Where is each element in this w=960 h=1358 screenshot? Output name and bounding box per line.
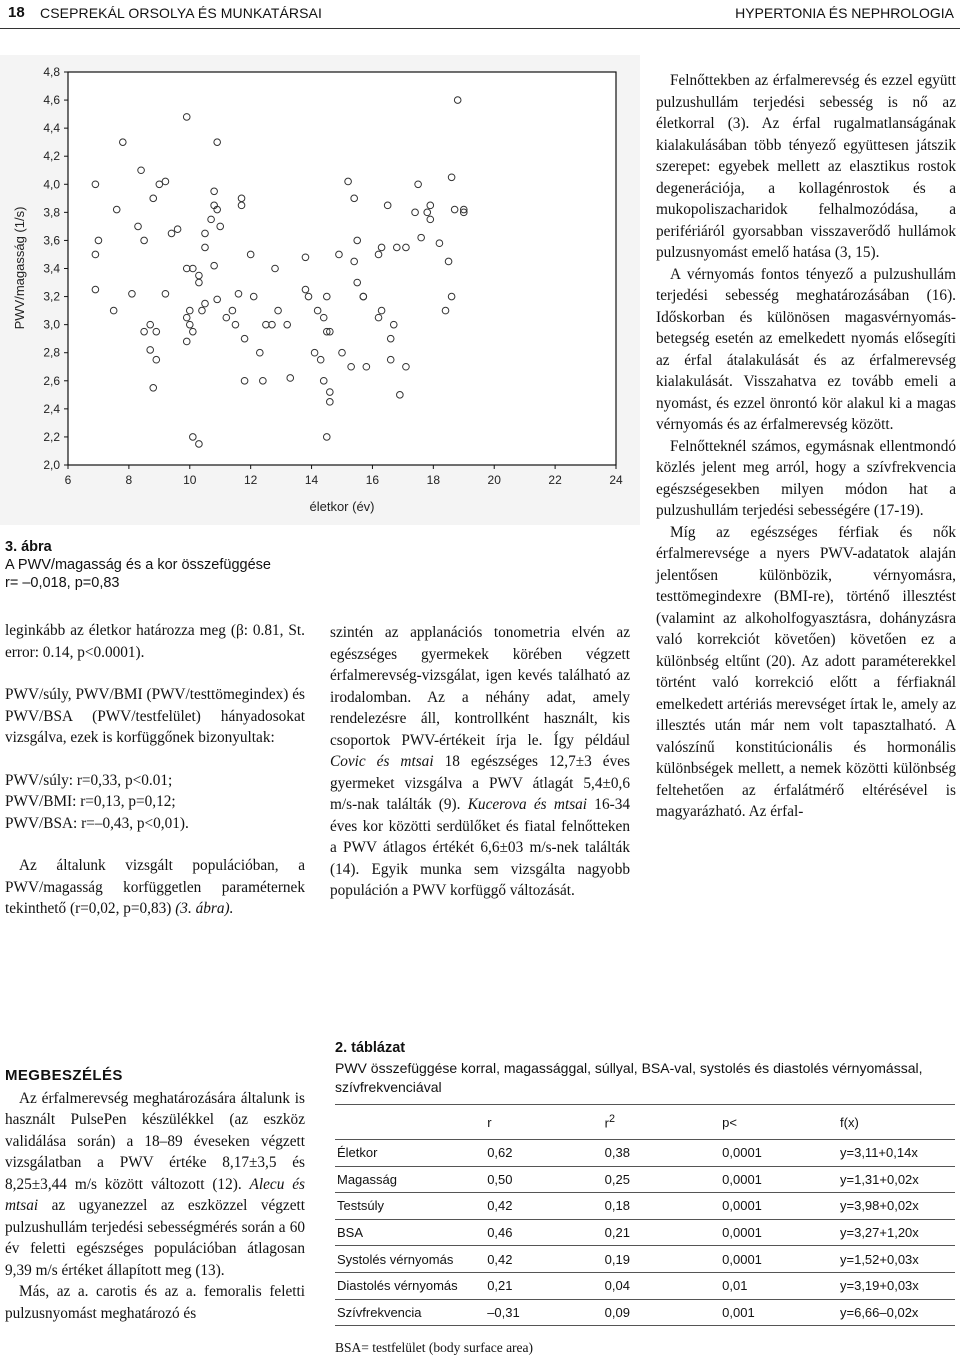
result-line: PWV/BMI: r=0,13, p=0,12; [5, 793, 176, 810]
table-cell: 0,21 [485, 1272, 602, 1299]
paragraph-text: 16-34 éves kor közötti serdülőket és fiatal felnőtteken a PWV átlagos értékét 6,6±03 m/s-nek találták (14). Egyik munka sem vizsgálta nagyobb populáción a PWV korfüggő változását. [330, 796, 630, 899]
paragraph: PWV/súly, PWV/BMI (PWV/testtömegindex) és PWV/BSA (PWV/testfelület) hányadosokat vizsgálva, ezek is korfüggőnek bizonyultak: [5, 686, 305, 746]
paragraph-text: az ugyanezzel az eszközzel végzett pulzushullám terjedési sebességmérés során a 60 év feletti egészséges populációban átlagosan 9,39 m/s értéket állapított meg (13). [5, 1197, 305, 1279]
table-row [335, 1272, 955, 1299]
y-tick-label: 3,4 [43, 261, 60, 276]
paragraph: A vérnyomás fontos tényező a pulzushullám terjedési sebesség meghatározásában (16). Időskorban és különösen magasvérnyomás-betegség esetén az emelkedett nyomás elősegíti az érfal átalakulását és az érfalmerevség kialakulását. Visszahatva ez tovább emeli a nyomást, és ezzel önrontó kör alakul ki a magas vérnyomás és az érfalmerevség között. [656, 265, 956, 433]
x-tick-label: 14 [304, 473, 319, 487]
table-cell: 0,09 [603, 1299, 720, 1326]
header-rule [0, 28, 960, 29]
citation-authors: Covic és mtsai [330, 753, 434, 770]
y-tick-label: 2,0 [43, 458, 60, 472]
paragraph-text: Az általunk vizsgált populációban, a PWV/magasság korfüggetlen paraméternek tekinthető (r=0,02, p=0,83) [5, 857, 305, 917]
table-cell: 0,0001 [720, 1219, 838, 1246]
figure-caption-line2: r= –0,018, p=0,83 [5, 575, 120, 591]
table-cell: 0,50 [485, 1166, 602, 1193]
paragraph-text: 18 egészséges 12,7±3 éves gyermeket vizsgálva a PWV átlagát 5,4±0,6 m/s-nak találták (9). [330, 753, 630, 813]
column-header-label: p< [722, 1114, 737, 1130]
table-cell: 0,42 [485, 1193, 602, 1220]
y-axis-label: PWV/magasság (1/s) [12, 206, 27, 330]
table-cell: 0,38 [603, 1140, 720, 1167]
figure-caption-line1: A PWV/magasság és a kor összefüggése [5, 557, 271, 573]
paragraph: Felnőttekben az érfalmerevség és ezzel együtt pulzushullám terjedési sebesség is nő az életkorral (3). Az érfal rugalmatlanságának kialakulásában több tényező együttesen játszik szerepet: egyebek mellett az elasztikus rostok degenerációja, a kollagénrostok és a mukopoliszacharidok felhalmozódása, a perifériáról gyorsabban visszaverődő hullámok pulzusnyomást emelő hatása (3, 15). [656, 72, 956, 261]
table-cell: Szívfrekvencia [335, 1299, 485, 1326]
paragraph [5, 855, 305, 920]
y-tick-label: 3,8 [43, 205, 60, 220]
table-cell: 0,62 [485, 1140, 602, 1167]
table-row [335, 1299, 955, 1326]
column-header [335, 1105, 485, 1140]
plot-area [68, 72, 616, 465]
x-tick-label: 12 [243, 473, 258, 487]
page-header [0, 0, 960, 28]
table-cell: 0,25 [603, 1166, 720, 1193]
table-cell: 0,0001 [720, 1140, 838, 1167]
table-cell: 0,01 [720, 1272, 838, 1299]
table-cell: Diastolés vérnyomás [335, 1272, 485, 1299]
table-footnote: BSA= testfelület (body surface area) [335, 1340, 534, 1355]
table-row [335, 1166, 955, 1193]
table-cell: BSA [335, 1219, 485, 1246]
table-description: PWV összefüggése korral, magassággal, súllyal, BSA-val, systolés és diastolés vérnyomással, szívfrekvenciával [335, 1060, 923, 1095]
y-tick-label: 4,8 [43, 65, 60, 79]
result-line: PWV/BSA: r=–0,43, p<0,01). [5, 814, 189, 832]
table-cell: y=1,52+0,03x [838, 1246, 955, 1273]
scatter-chart [0, 55, 640, 525]
table-cell: 0,0001 [720, 1193, 838, 1220]
paragraph: Míg az egészséges férfiak és nők érfalmerevsége a nyers PWV-adatatok alaján jelentősen különbözik, vérnyomásra, testtömegindexre (BMI-re), történő illesztést (valamint az alkoholfogyasztásra, dohányzásra való korrekciót követően) követően ez a különbség eltűnt (20). Az adott paraméterekkel történt való korrekció előtt a férfiaknál emelkedett artériás merevséget írtak le, amely az illesztés után már nem volt tapasztalható. A valószínű konstitúcionális és hormonális különbségek mellett, a nemek közötti különbség feltehetően az érfalátmérő eltérésével is magyarázható. Az érfal- [656, 523, 956, 820]
column-1 [5, 620, 305, 920]
table-cell: Testsúly [335, 1193, 485, 1220]
x-tick-label: 22 [548, 473, 562, 487]
y-tick-label: 3,0 [43, 317, 60, 332]
y-tick-label: 2,2 [43, 429, 60, 444]
column-2 [330, 622, 630, 902]
table-cell: Systolés vérnyomás [335, 1246, 485, 1273]
superscript: 2 [609, 1113, 616, 1126]
x-tick-label: 24 [609, 473, 623, 487]
y-tick-label: 2,6 [43, 373, 60, 388]
table-row [335, 1219, 955, 1246]
table-cell: 0,0001 [720, 1246, 838, 1273]
table-cell: 0,19 [603, 1246, 720, 1273]
table-cell: y=1,31+0,02x [838, 1166, 955, 1193]
paragraph-text: Az érfalmerevség meghatározására általunk is használt PulsePen készülékkel (az eszköz validálása során) a 18–89 éveseken végzett vizsgálatban a PWV értéke 8,17±3,5 és 8,25±3,44 m/s között változott (12). [5, 1089, 305, 1193]
discussion-section [5, 1065, 305, 1324]
paragraph: leginkább az életkor határozza meg (β: 0.81, St. error: 0.14, p<0.0001). [5, 622, 305, 661]
table-cell: Magasság [335, 1166, 485, 1193]
table-cell: 0,21 [603, 1219, 720, 1246]
table-cell: 0,46 [485, 1219, 602, 1246]
table-row [335, 1193, 955, 1220]
table-cell: y=6,66–0,02x [838, 1299, 955, 1326]
x-tick-label: 6 [64, 473, 72, 487]
column-header [838, 1105, 955, 1140]
table-cell: y=3,27+1,20x [838, 1219, 955, 1246]
y-tick-label: 3,2 [43, 289, 60, 304]
column-header [485, 1105, 602, 1140]
column-header-label: r [487, 1114, 492, 1130]
table-row [335, 1246, 955, 1273]
paragraph: Más, az a. carotis és az a. femoralis feletti pulzusnyomást meghatározó és [5, 1283, 305, 1322]
x-axis-label: életkor (év) [309, 499, 375, 514]
section-heading: MEGBESZÉLÉS [5, 1067, 123, 1084]
y-tick-label: 4,6 [43, 93, 60, 108]
table-cell: y=3,11+0,14x [838, 1140, 955, 1167]
column-3 [656, 70, 956, 823]
table-cell: Életkor [335, 1140, 485, 1167]
paragraph [330, 622, 630, 902]
column-header-label: f(x) [840, 1114, 859, 1130]
y-tick-label: 4,0 [43, 177, 60, 192]
table-cell: y=3,19+0,03x [838, 1272, 955, 1299]
column-header [720, 1105, 838, 1140]
column-header-label: r [604, 1115, 610, 1131]
page-number: 18 [8, 4, 25, 21]
data-table [335, 1104, 955, 1326]
y-tick-label: 4,4 [43, 121, 60, 136]
running-head-authors: CSEPREKÁL ORSOLYA ÉS MUNKATÁRSAI [40, 5, 322, 21]
citation-authors: Alecu és mtsai [5, 1175, 305, 1214]
x-tick-label: 16 [365, 473, 380, 487]
y-tick-label: 4,2 [43, 149, 60, 164]
column-header [603, 1105, 720, 1140]
citation-authors: Kucerova és mtsai [467, 796, 588, 813]
running-head-journal: HYPERTONIA ÉS NEPHROLOGIA [735, 5, 954, 21]
paragraph [5, 1088, 305, 1282]
figure-reference: (3. ábra). [175, 900, 234, 917]
paragraph [5, 770, 305, 835]
x-tick-label: 20 [487, 473, 501, 487]
table-cell: 0,001 [720, 1299, 838, 1326]
x-tick-label: 10 [183, 473, 197, 487]
figure-number: 3. ábra [5, 539, 52, 555]
table-header-row [335, 1105, 955, 1140]
table-cell: 0,18 [603, 1193, 720, 1220]
figure-caption [5, 538, 305, 592]
table-cell: 0,0001 [720, 1166, 838, 1193]
result-line: PWV/súly: r=0,33, p<0.01; [5, 771, 173, 789]
x-tick-label: 8 [125, 473, 133, 487]
paragraph: Felnőtteknél számos, egymásnak ellentmondó közlés jelent meg arról, hogy a szívfrekvencia egészségesekben milyen módon hat a pulzushullám terjedési sebességére (17-19). [656, 437, 956, 519]
table-cell: 0,04 [603, 1272, 720, 1299]
y-tick-label: 3,6 [43, 233, 60, 248]
table-cell: 0,42 [485, 1246, 602, 1273]
table-row [335, 1140, 955, 1167]
y-tick-label: 2,4 [43, 401, 60, 416]
table-cell: y=3,98+0,02x [838, 1193, 955, 1220]
table-title: 2. táblázat [335, 1040, 406, 1056]
table-cell: –0,31 [485, 1299, 602, 1326]
paragraph-text: szintén az applanációs tonometria elvén az egészséges gyermekek körében végzett érfalmerevség-vizsgálat, igen kevés található az irodalomban. Az a néhány adat, amely rendelezésre áll, kontrollként használt, kis csoportok PWV-értékeit írja le. Így például [330, 624, 630, 749]
y-tick-label: 2,8 [43, 345, 60, 360]
x-tick-label: 18 [426, 473, 441, 487]
